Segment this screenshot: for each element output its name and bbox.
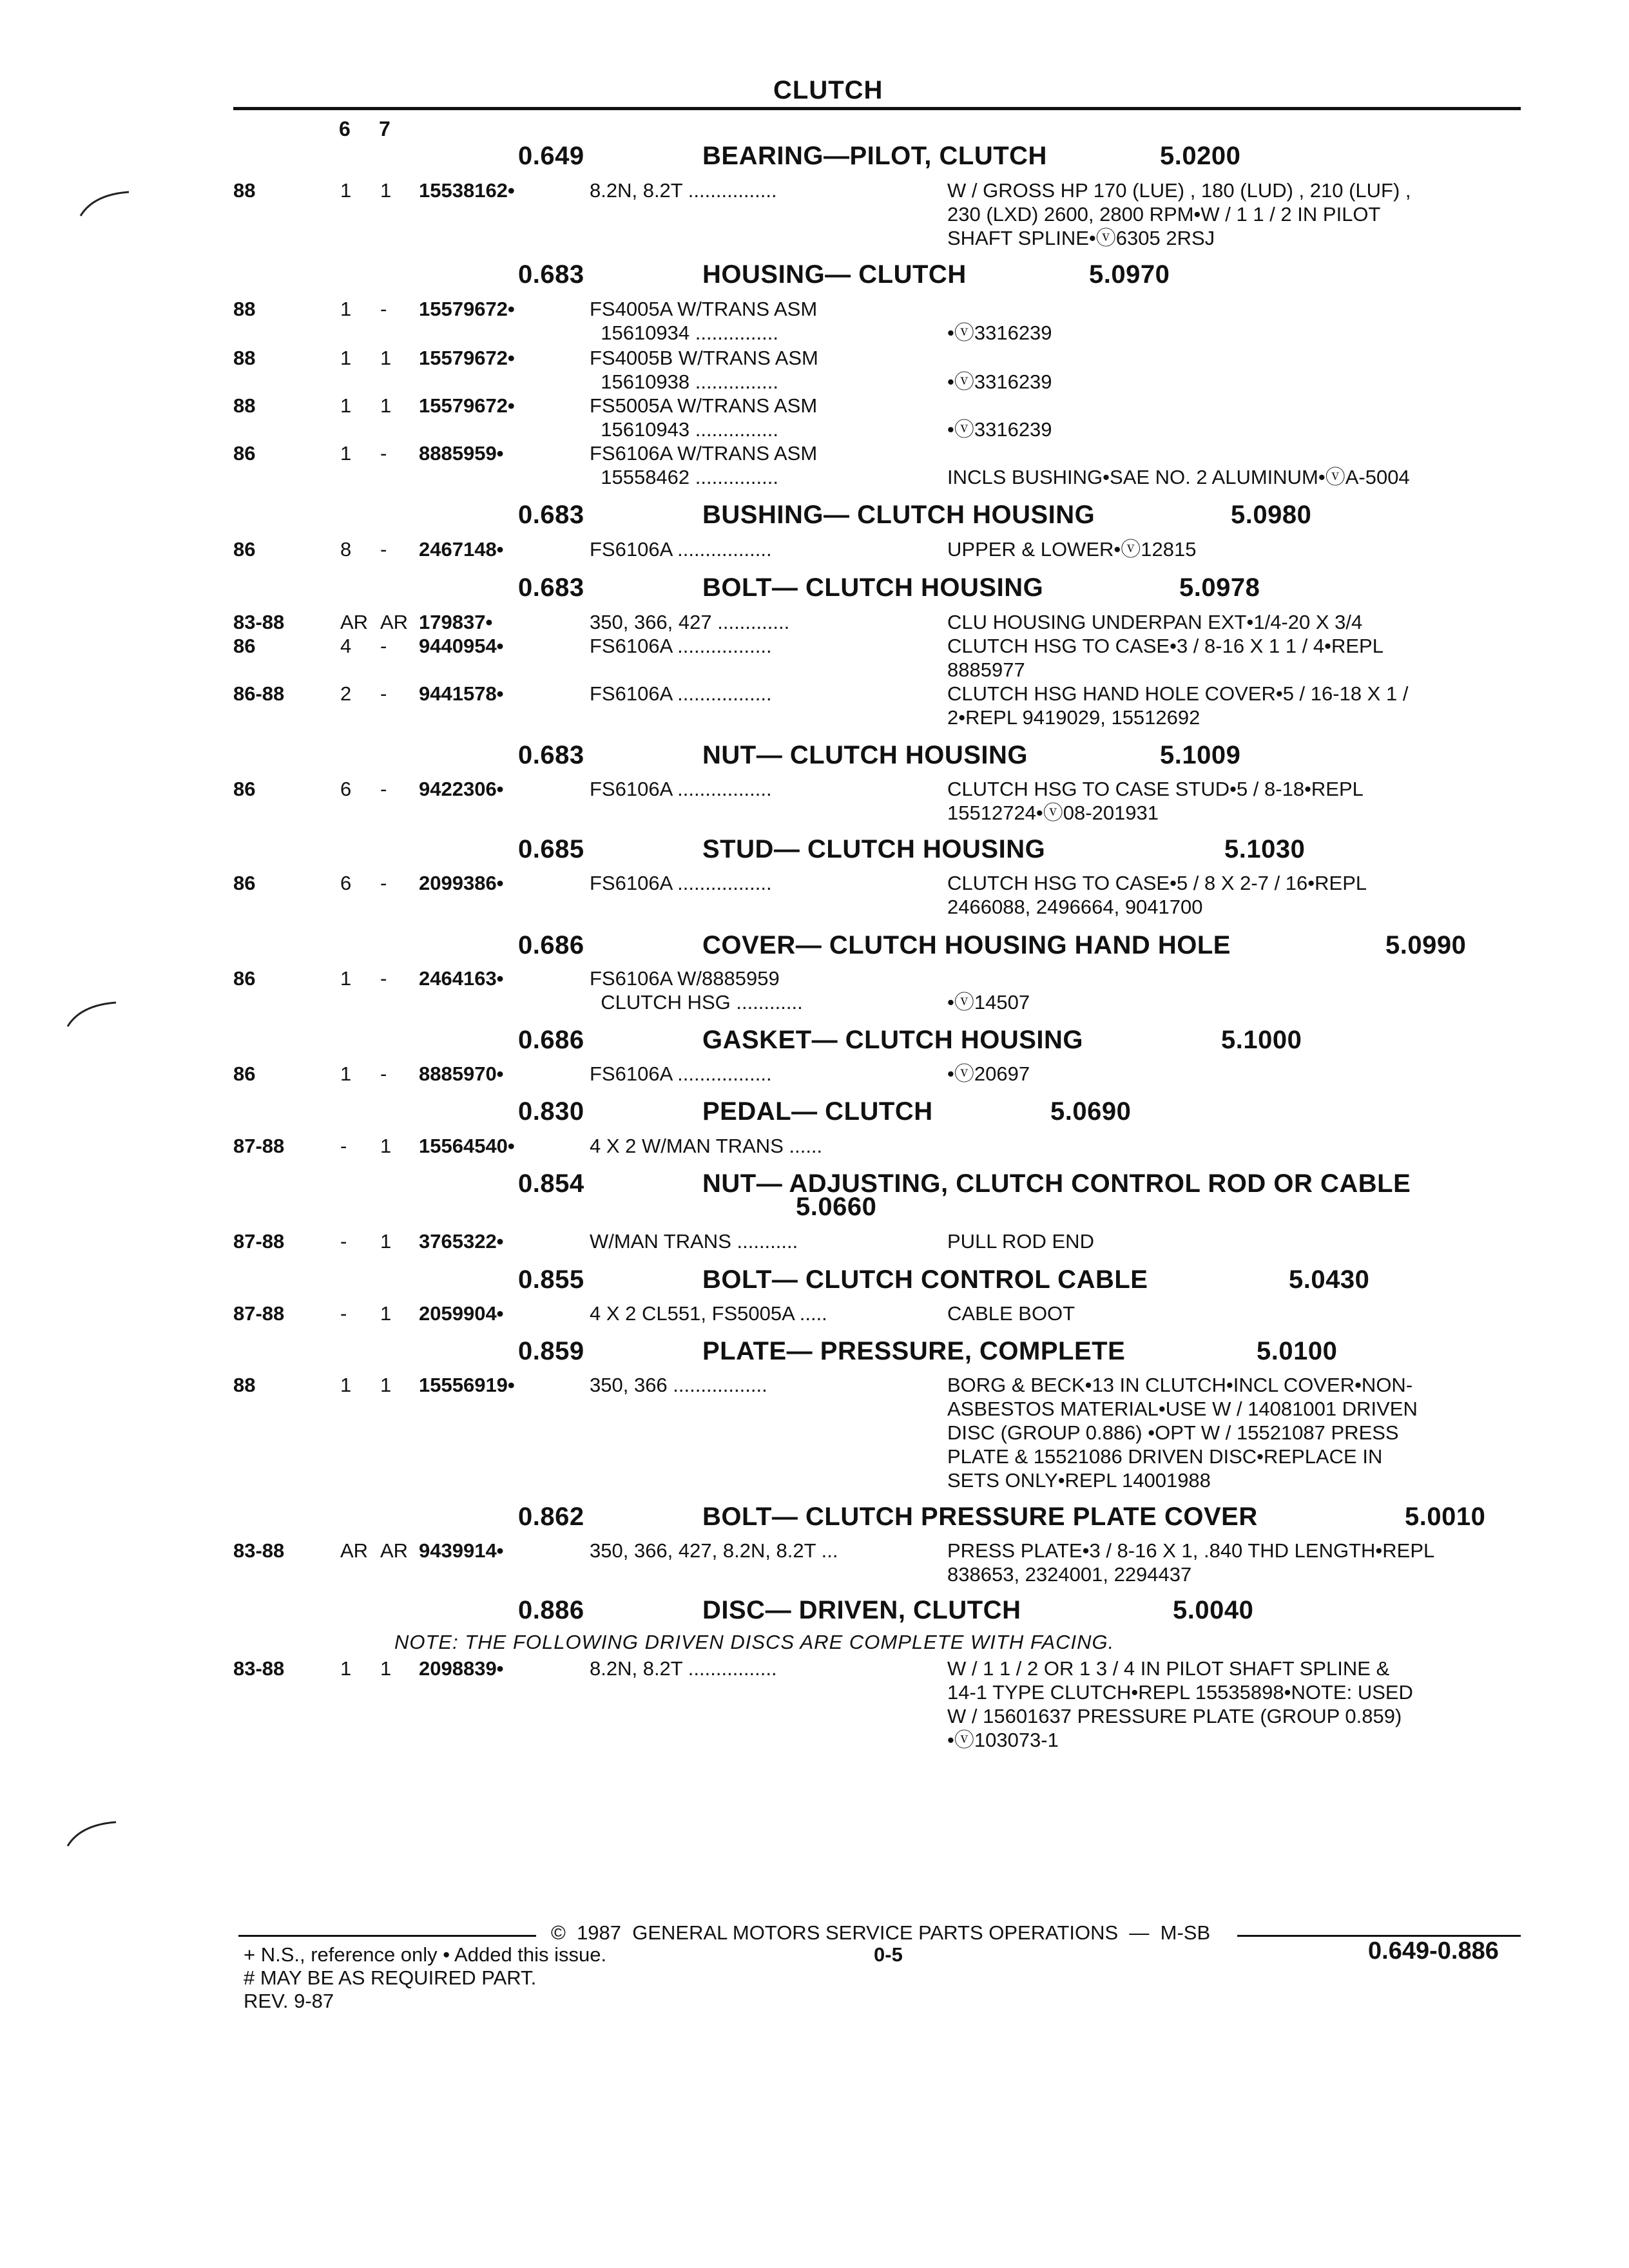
- model-application: FS5005A W/TRANS ASM 15610943 ...............: [590, 394, 818, 441]
- description: CLU HOUSING UNDERPAN EXT•1/4-20 X 3/4: [947, 611, 1363, 633]
- section-note: NOTE: THE FOLLOWING DRIVEN DISCS ARE COMPLETE WITH FACING.: [394, 1631, 1115, 1653]
- qty-col-6: -: [340, 1302, 347, 1325]
- footer-rule-right: [1237, 1935, 1521, 1937]
- qty-col-7: 1: [380, 1657, 392, 1680]
- section-code: 5.1000: [1221, 1026, 1302, 1054]
- part-number: 8885970•: [419, 1062, 504, 1085]
- qty-col-6: 1: [340, 1657, 352, 1680]
- part-number: 2464163•: [419, 967, 504, 990]
- section-code: 5.0980: [1231, 501, 1312, 529]
- description: CLUTCH HSG TO CASE STUD•5 / 8-18•REPL 15512724•ⓥ08-201931: [947, 778, 1364, 824]
- group-number: 0.686: [518, 1026, 584, 1054]
- description: •ⓥ20697: [947, 1062, 1030, 1085]
- model-application: W/MAN TRANS ...........: [590, 1230, 798, 1253]
- part-number: 2099386•: [419, 872, 504, 894]
- section-title: BOLT— CLUTCH CONTROL CABLE: [702, 1265, 1148, 1294]
- section-code: 5.0990: [1385, 931, 1467, 959]
- section-title: BUSHING— CLUTCH HOUSING: [702, 501, 1095, 529]
- model-year: 83-88: [233, 1657, 285, 1680]
- model-year: 88: [233, 179, 256, 202]
- part-number: 8885959•: [419, 442, 504, 465]
- section-title: BEARING—PILOT, CLUTCH: [702, 142, 1047, 170]
- qty-col-7: 1: [380, 347, 392, 369]
- model-year: 87-88: [233, 1302, 285, 1325]
- part-number: 179837•: [419, 611, 493, 633]
- binder-mark: [64, 1817, 122, 1856]
- qty-col-6: 1: [340, 1062, 352, 1085]
- qty-col-7: -: [380, 635, 387, 657]
- description: •ⓥ3316239: [947, 322, 1052, 344]
- part-number: 15538162•: [419, 179, 515, 202]
- model-application: FS4005A W/TRANS ASM 15610934 ...............: [590, 298, 818, 344]
- qty-col-7: AR: [380, 1539, 409, 1562]
- qty-col-6: -: [340, 1135, 347, 1157]
- part-number: 15579672•: [419, 347, 515, 369]
- qty-col-7: -: [380, 778, 387, 800]
- footer-legend: + N.S., reference only • Added this issue.: [244, 1943, 607, 1966]
- qty-col-7: -: [380, 298, 387, 320]
- qty-col-6: 1: [340, 442, 352, 465]
- group-number: 0.683: [518, 260, 584, 289]
- part-number: 15564540•: [419, 1135, 515, 1157]
- model-year: 88: [233, 1374, 256, 1396]
- qty-col-7: -: [380, 442, 387, 465]
- section-title: DISC— DRIVEN, CLUTCH: [702, 1596, 1021, 1624]
- model-application: 4 X 2 W/MAN TRANS ......: [590, 1135, 823, 1157]
- section-title: PLATE— PRESSURE, COMPLETE: [702, 1337, 1126, 1365]
- section-title: STUD— CLUTCH HOUSING: [702, 835, 1046, 863]
- section-title: BOLT— CLUTCH PRESSURE PLATE COVER: [702, 1503, 1258, 1531]
- model-application: 8.2N, 8.2T ................: [590, 1657, 777, 1680]
- group-number: 0.855: [518, 1265, 584, 1294]
- description: CLUTCH HSG TO CASE•5 / 8 X 2-7 / 16•REPL 2466088, 2496664, 9041700: [947, 872, 1367, 918]
- description: •ⓥ3316239: [947, 370, 1052, 393]
- group-number: 0.859: [518, 1337, 584, 1365]
- qty-col-7: 1: [380, 1374, 392, 1396]
- model-application: FS6106A .................: [590, 778, 772, 800]
- qty-col-6: 1: [340, 347, 352, 369]
- model-application: FS6106A .................: [590, 635, 772, 657]
- section-title: NUT— CLUTCH HOUSING: [702, 741, 1028, 769]
- model-application: FS6106A W/8885959 CLUTCH HSG ............: [590, 967, 803, 1014]
- group-number: 0.683: [518, 741, 584, 769]
- qty-col-6: 6: [340, 778, 352, 800]
- qty-col-7: -: [380, 1062, 387, 1085]
- group-number: 0.683: [518, 501, 584, 529]
- model-application: FS6106A W/TRANS ASM 15558462 ...............: [590, 442, 818, 488]
- section-code: 5.1009: [1160, 741, 1241, 769]
- model-year: 86: [233, 778, 256, 800]
- description: W / GROSS HP 170 (LUE) , 180 (LUD) , 210 (LUF) , 230 (LXD) 2600, 2800 RPM•W / 1 1 / 2 IN PILOT SHAFT SPLINE•ⓥ6305 2RSJ: [947, 179, 1411, 249]
- description: W / 1 1 / 2 OR 1 3 / 4 IN PILOT SHAFT SPLINE & 14-1 TYPE CLUTCH•REPL 15535898•NOTE: USED W / 15601637 PRESSURE PLATE (GROUP 0.859) •ⓥ103073-1: [947, 1657, 1413, 1751]
- part-number: 3765322•: [419, 1230, 504, 1253]
- qty-col-7: 1: [380, 179, 392, 202]
- model-year: 86: [233, 442, 256, 465]
- description: PRESS PLATE•3 / 8-16 X 1, .840 THD LENGTH•REPL 838653, 2324001, 2294437: [947, 1539, 1435, 1586]
- group-number: 0.649: [518, 142, 584, 170]
- model-year: 87-88: [233, 1230, 285, 1253]
- qty-col-6: 1: [340, 179, 352, 202]
- group-number: 0.685: [518, 835, 584, 863]
- section-code: 5.1030: [1224, 835, 1306, 863]
- description: BORG & BECK•13 IN CLUTCH•INCL COVER•NON- ASBESTOS MATERIAL•USE W / 14081001 DRIVEN DISC (GROUP 0.886) •OPT W / 15521087 PRESS PLATE & 15521086 DRIVEN DISC•REPLACE IN SETS ONLY•REPL 14001988: [947, 1374, 1418, 1492]
- qty-col-6: 6: [340, 872, 352, 894]
- qty-col-6: 8: [340, 538, 352, 561]
- section-code: 5.0010: [1405, 1503, 1486, 1531]
- model-year: 87-88: [233, 1135, 285, 1157]
- qty-col-6: 4: [340, 635, 352, 657]
- model-application: 350, 366 .................: [590, 1374, 767, 1396]
- qty-col-6: 1: [340, 298, 352, 320]
- footer-rule-left: [238, 1935, 536, 1937]
- qty-col-7: 1: [380, 1230, 392, 1253]
- qty-col-7: -: [380, 872, 387, 894]
- description: CLUTCH HSG TO CASE•3 / 8-16 X 1 1 / 4•REPL 8885977: [947, 635, 1383, 681]
- model-application: 350, 366, 427, 8.2N, 8.2T ...: [590, 1539, 838, 1562]
- model-application: 8.2N, 8.2T ................: [590, 179, 777, 202]
- part-number: 2098839•: [419, 1657, 504, 1680]
- qty-col-6: 1: [340, 394, 352, 417]
- page-number: 0-5: [874, 1943, 903, 1966]
- section-code: 5.0430: [1289, 1265, 1370, 1294]
- qty-col-6: 1: [340, 967, 352, 990]
- section-title: COVER— CLUTCH HOUSING HAND HOLE: [702, 931, 1231, 959]
- column-header-6: 6: [339, 117, 351, 140]
- binder-mark: [77, 187, 135, 226]
- qty-col-7: -: [380, 682, 387, 705]
- part-number: 15556919•: [419, 1374, 515, 1396]
- qty-col-6: AR: [340, 611, 369, 633]
- section-code: 5.0690: [1050, 1097, 1132, 1126]
- description: UPPER & LOWER•ⓥ12815: [947, 538, 1197, 561]
- group-number: 0.862: [518, 1503, 584, 1531]
- group-number: 0.830: [518, 1097, 584, 1126]
- section-code: 5.0040: [1173, 1596, 1254, 1624]
- part-number: 15579672•: [419, 298, 515, 320]
- group-number: 0.854: [518, 1169, 584, 1198]
- copyright-line: © 1987 GENERAL MOTORS SERVICE PARTS OPERATIONS — M-SB: [551, 1921, 1211, 1944]
- model-year: 86: [233, 872, 256, 894]
- section-code: 5.0978: [1179, 573, 1260, 602]
- binder-mark: [64, 997, 122, 1036]
- page-title: CLUTCH: [773, 76, 883, 104]
- model-application: FS6106A .................: [590, 538, 772, 561]
- qty-col-6: AR: [340, 1539, 369, 1562]
- part-number: 15579672•: [419, 394, 515, 417]
- section-title: GASKET— CLUTCH HOUSING: [702, 1026, 1083, 1054]
- description: INCLS BUSHING•SAE NO. 2 ALUMINUM•ⓥA-5004: [947, 466, 1410, 488]
- part-number: 2467148•: [419, 538, 504, 561]
- description: •ⓥ14507: [947, 991, 1030, 1014]
- part-number: 9440954•: [419, 635, 504, 657]
- qty-col-6: 2: [340, 682, 352, 705]
- model-application: 350, 366, 427 .............: [590, 611, 790, 633]
- model-application: FS4005B W/TRANS ASM 15610938 ...............: [590, 347, 818, 393]
- description: CLUTCH HSG HAND HOLE COVER•5 / 16-18 X 1 / 2•REPL 9419029, 15512692: [947, 682, 1409, 729]
- model-year: 88: [233, 298, 256, 320]
- qty-col-7: 1: [380, 1302, 392, 1325]
- model-year: 88: [233, 394, 256, 417]
- part-number: 9439914•: [419, 1539, 504, 1562]
- model-application: FS6106A .................: [590, 682, 772, 705]
- part-number: 9422306•: [419, 778, 504, 800]
- section-title: PEDAL— CLUTCH: [702, 1097, 933, 1126]
- model-year: 86: [233, 1062, 256, 1085]
- model-application: FS6106A .................: [590, 872, 772, 894]
- section-code: 5.0660: [796, 1193, 877, 1221]
- group-number: 0.686: [518, 931, 584, 959]
- qty-col-6: 1: [340, 1374, 352, 1396]
- section-title: HOUSING— CLUTCH: [702, 260, 967, 289]
- section-code: 5.0100: [1257, 1337, 1338, 1365]
- footer-legend-2: # MAY BE AS REQUIRED PART.: [244, 1966, 537, 1989]
- model-year: 86-88: [233, 682, 285, 705]
- model-year: 88: [233, 347, 256, 369]
- revision-label: REV. 9-87: [244, 1990, 334, 2012]
- model-year: 86: [233, 967, 256, 990]
- part-number: 2059904•: [419, 1302, 504, 1325]
- model-application: 4 X 2 CL551, FS5005A .....: [590, 1302, 827, 1325]
- page-range: 0.649-0.886: [1368, 1937, 1499, 1965]
- model-application: FS6106A .................: [590, 1062, 772, 1085]
- model-year: 83-88: [233, 1539, 285, 1562]
- qty-col-7: AR: [380, 611, 409, 633]
- qty-col-7: 1: [380, 394, 392, 417]
- group-number: 0.886: [518, 1596, 584, 1624]
- model-year: 86: [233, 635, 256, 657]
- model-year: 86: [233, 538, 256, 561]
- qty-col-6: -: [340, 1230, 347, 1253]
- section-title: NUT— ADJUSTING, CLUTCH CONTROL ROD OR CABLE: [702, 1169, 1411, 1198]
- qty-col-7: 1: [380, 1135, 392, 1157]
- qty-col-7: -: [380, 538, 387, 561]
- qty-col-7: -: [380, 967, 387, 990]
- model-year: 83-88: [233, 611, 285, 633]
- description: CABLE BOOT: [947, 1302, 1075, 1325]
- section-title: BOLT— CLUTCH HOUSING: [702, 573, 1044, 602]
- header-rule: [233, 107, 1521, 110]
- column-header-7: 7: [379, 117, 390, 140]
- section-code: 5.0200: [1160, 142, 1241, 170]
- part-number: 9441578•: [419, 682, 504, 705]
- group-number: 0.683: [518, 573, 584, 602]
- description: PULL ROD END: [947, 1230, 1094, 1253]
- description: •ⓥ3316239: [947, 418, 1052, 441]
- section-code: 5.0970: [1089, 260, 1170, 289]
